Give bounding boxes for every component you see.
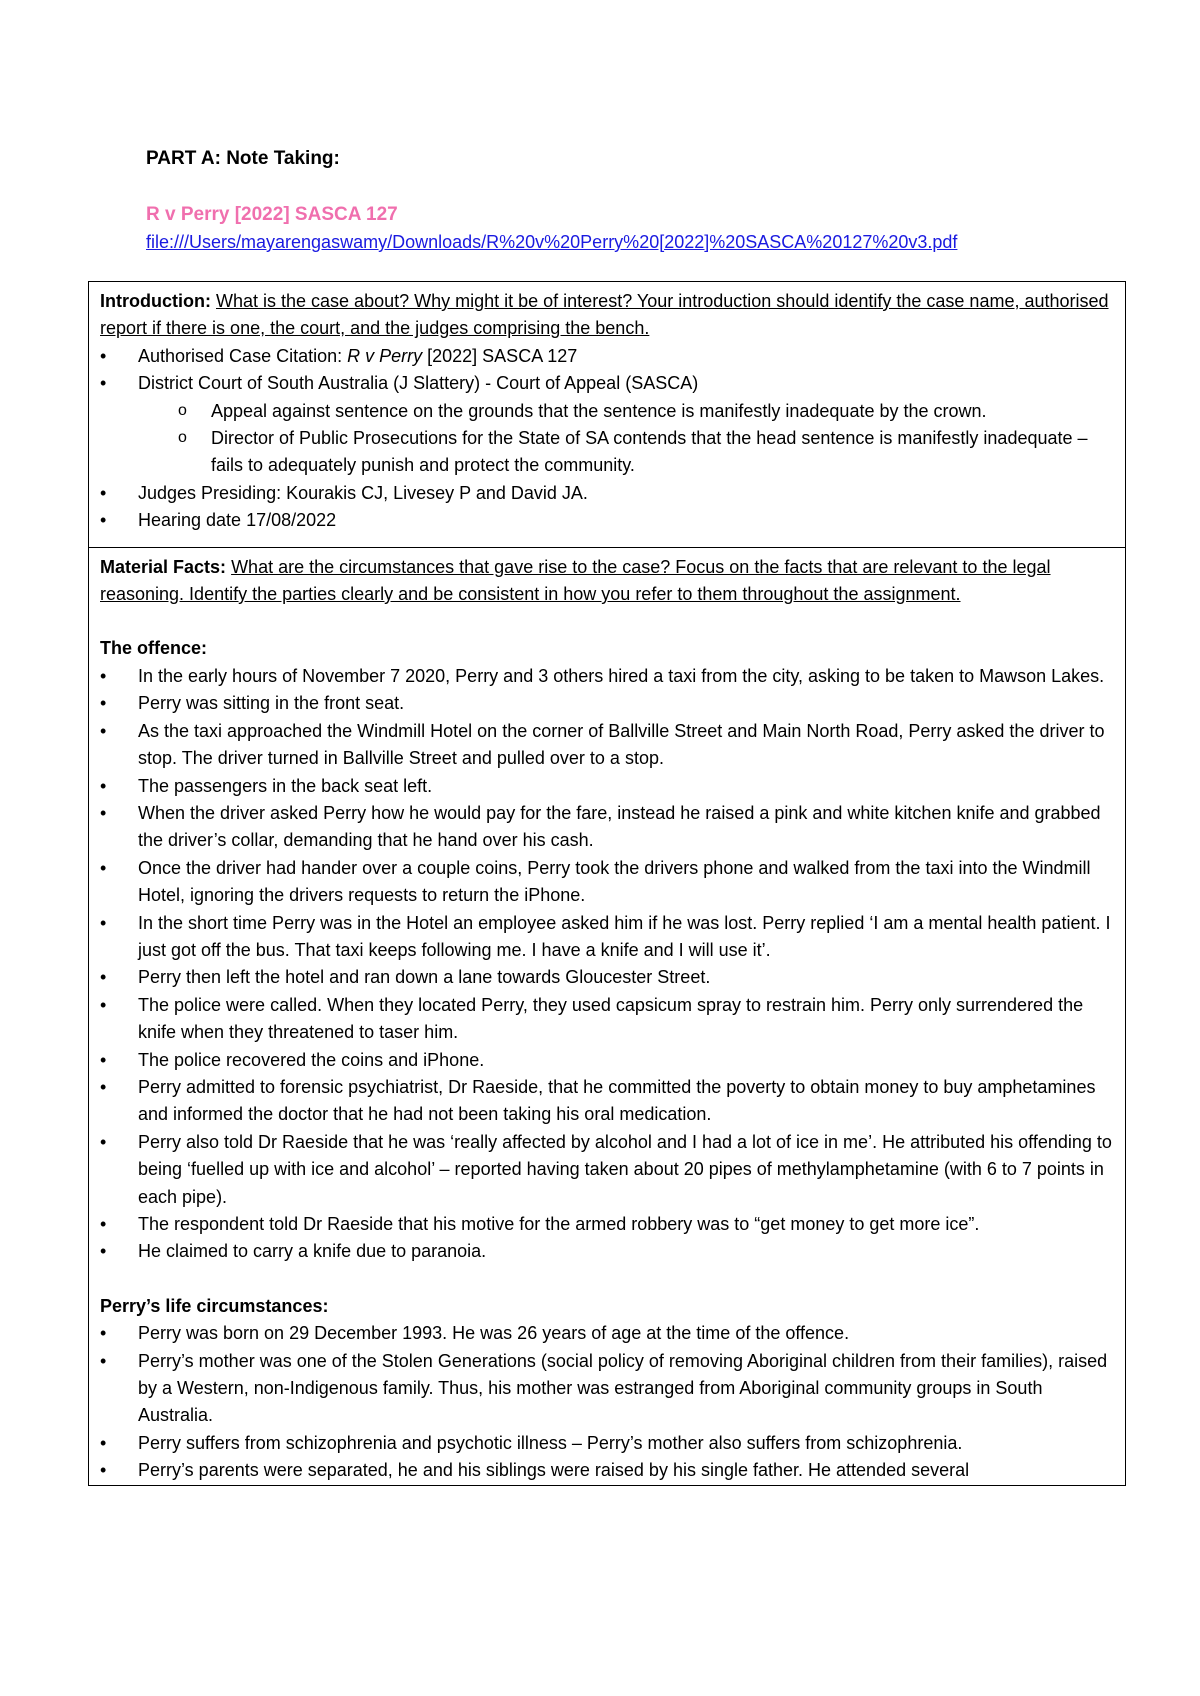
introduction-section <box>89 282 1125 548</box>
list-item: • When the driver asked Perry how he would pay for the fare, instead he raised a pink and white kitchen knife and grabbed the driver’s collar, demanding that he hand over his cash. <box>100 800 1115 855</box>
file-link[interactable]: file:///Users/mayarengaswamy/Downloads/R%20v%20Perry%20[2022]%20SASCA%20127%20v3.pdf <box>146 232 958 252</box>
sub-list-item: o Director of Public Prosecutions for the State of SA contends that the head sentence is manifestly inadequate – fails to adequately punish and protect the community. <box>100 425 1115 480</box>
list-item <box>100 343 1115 370</box>
list-item: • Perry also told Dr Raeside that he was ‘really affected by alcohol and I had a lot of ice in me’. He attributed his offending to being ‘fuelled up with ice and alcohol’ – reported having taken about 20 pipes of methylamphetamine (with 6 to 7 points in each pipe). <box>100 1129 1115 1211</box>
list-item: • Perry was sitting in the front seat. <box>100 690 1115 717</box>
list-item: • Perry’s parents were separated, he and his siblings were raised by his single father. He attended several <box>100 1457 1115 1484</box>
material-facts-header <box>100 554 1115 609</box>
introduction-list <box>100 343 1115 535</box>
material-facts-section <box>89 548 1125 1486</box>
list-item: • Once the driver had hander over a couple coins, Perry took the drivers phone and walked from the taxi into the Windmill Hotel, ignoring the drivers requests to return the iPhone. <box>100 855 1115 910</box>
citation-suffix: [2022] SASCA 127 <box>422 345 578 366</box>
list-item: • In the early hours of November 7 2020, Perry and 3 others hired a taxi from the city, asking to be taken to Mawson Lakes. <box>100 663 1115 690</box>
citation-case-name: R v Perry <box>347 345 423 366</box>
introduction-header <box>100 288 1115 343</box>
list-item: • Judges Presiding: Kourakis CJ, Livesey P and David JA. <box>100 480 1115 507</box>
notes-table <box>88 281 1126 1486</box>
list-item: • Perry’s mother was one of the Stolen Generations (social policy of removing Aboriginal children from their families), raised by a Western, non-Indigenous family. Thus, his mother was estranged from Aboriginal community groups in South Australia. <box>100 1348 1115 1430</box>
list-item: • The police recovered the coins and iPhone. <box>100 1047 1115 1074</box>
list-item: • He claimed to carry a knife due to paranoia. <box>100 1238 1115 1265</box>
list-item: • The respondent told Dr Raeside that his motive for the armed robbery was to “get money to get more ice”. <box>100 1211 1115 1238</box>
material-facts-label: Material Facts: <box>100 556 227 577</box>
list-item: • Perry admitted to forensic psychiatrist, Dr Raeside, that he committed the poverty to obtain money to buy amphetamines and informed the doctor that he had not been taking his oral medication. <box>100 1074 1115 1129</box>
sub-list <box>100 398 1115 480</box>
list-item <box>100 370 1115 480</box>
offence-heading: The offence: <box>100 638 208 659</box>
life-circumstances-heading: Perry’s life circumstances: <box>100 1295 329 1316</box>
part-heading: PART A: Note Taking: <box>146 148 340 169</box>
introduction-label: Introduction: <box>100 291 211 311</box>
list-item: • Perry then left the hotel and ran down a lane towards Gloucester Street. <box>100 964 1115 991</box>
list-item: • Hearing date 17/08/2022 <box>100 507 1115 534</box>
list-item: • In the short time Perry was in the Hotel an employee asked him if he was lost. Perry replied ‘I am a mental health patient. I just got off the bus. That taxi keeps following me. I have a knife and I will use it’. <box>100 910 1115 965</box>
case-title: R v Perry [2022] SASCA 127 <box>146 204 398 225</box>
sub-list-item: o Appeal against sentence on the grounds that the sentence is manifestly inadequate by the crown. <box>100 398 1115 425</box>
list-item: • Perry was born on 29 December 1993. He was 26 years of age at the time of the offence. <box>100 1320 1115 1347</box>
citation-prefix: Authorised Case Citation: <box>138 345 348 366</box>
material-facts-prompt: What are the circumstances that gave rise to the case? Focus on the facts that are relevant to the legal reasoning. Identify the parties clearly and be consistent in how you refer to them throughout the assignment. <box>100 556 1051 605</box>
introduction-prompt: What is the case about? Why might it be of interest? Your introduction should identify the case name, authorised report if there is one, the court, and the judges comprising the bench. <box>100 291 1109 339</box>
life-circumstances-list <box>100 1320 1115 1484</box>
list-item: • The passengers in the back seat left. <box>100 773 1115 800</box>
list-item: • As the taxi approached the Windmill Hotel on the corner of Ballville Street and Main North Road, Perry asked the driver to stop. The driver turned in Ballville Street and pulled over to a stop. <box>100 718 1115 773</box>
court-text: District Court of South Australia (J Slattery) - Court of Appeal (SASCA) <box>138 373 699 394</box>
offence-list <box>100 663 1115 1266</box>
list-item: • Perry suffers from schizophrenia and psychotic illness – Perry’s mother also suffers from schizophrenia. <box>100 1430 1115 1457</box>
list-item: • The police were called. When they located Perry, they used capsicum spray to restrain him. Perry only surrendered the knife when they threatened to taser him. <box>100 992 1115 1047</box>
